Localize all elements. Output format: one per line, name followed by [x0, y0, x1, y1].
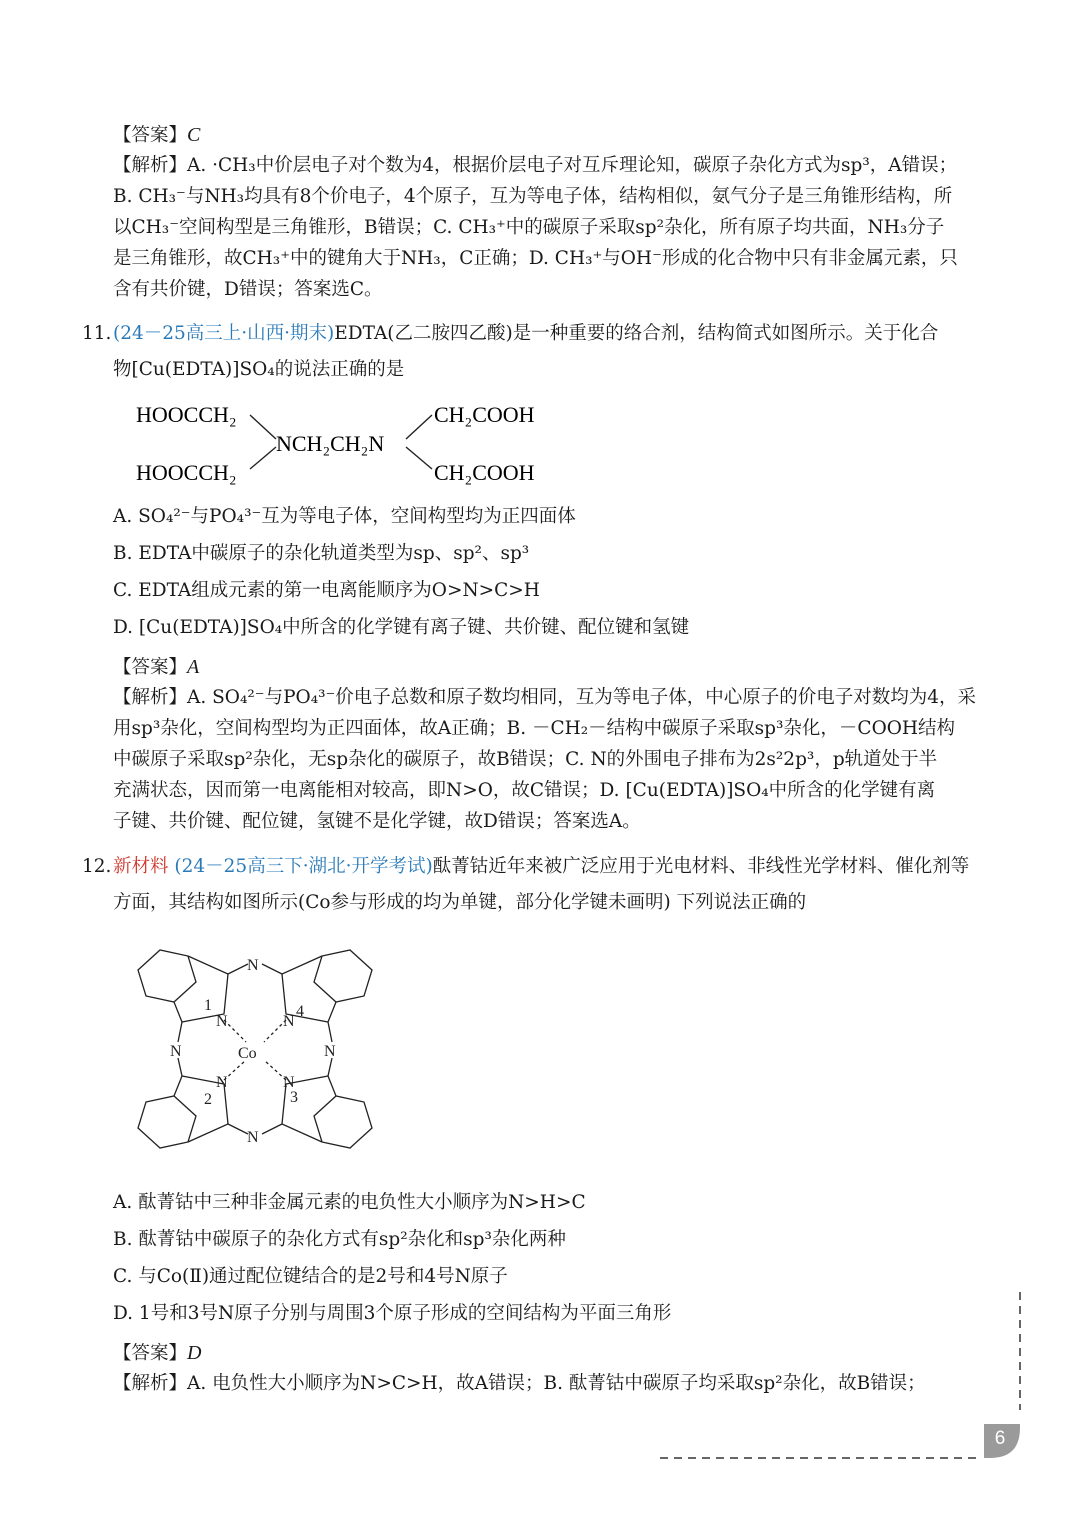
q11-number: 11. — [82, 323, 112, 344]
n4-label: 4 — [296, 1003, 304, 1020]
q11-analysis-line-5: 子键、共价键、配位键，氢键不是化学键，故D错误；答案选A。 — [113, 811, 641, 832]
q10-analysis-line-4: 是三角锥形，故CH₃⁺中的键角大于NH₃，C正确；D. CH₃⁺与OH⁻形成的化合物中只有非金属元素，只 — [113, 248, 958, 269]
q11-analysis-line-4: 充满状态，因而第一电离能相对较高，即N>O，故C错误；D. [Cu(EDTA)]SO₄中所含的化学键有离 — [113, 780, 936, 801]
q12-stem-line-2: 方面，其结构如图所示(Co参与形成的均为单键，部分化学键未画明) 下列说法正确的 — [113, 892, 807, 913]
benzene-ring — [138, 950, 196, 1002]
bond — [328, 1058, 332, 1076]
q10-analysis-line-2: B. CH₃⁻与NH₃均具有8个价电子，4个原子，互为等电子体，结构相似，氨气分子是三角锥形结构，所 — [113, 186, 953, 207]
page-corner-decoration — [640, 1290, 1040, 1470]
q11-source: (24－25高三上·山西·期末) — [113, 323, 335, 344]
q10-answer — [113, 120, 200, 151]
edta-left-bottom: HOOCCH₂ — [136, 460, 237, 485]
benzene-ring — [314, 950, 372, 1002]
cobalt-phthalocyanine-structure — [130, 930, 380, 1170]
q12-tag: 新材料 — [113, 856, 169, 877]
q12-option-d: D. 1号和3号N原子分别与周围3个原子形成的空间结构为平面三角形 — [113, 1303, 672, 1324]
edta-right-top: CH₂COOH — [434, 402, 535, 427]
bond — [406, 415, 432, 439]
n3-label: 3 — [290, 1089, 298, 1106]
q11-stem-line-1 — [113, 319, 938, 349]
bond — [178, 1022, 182, 1042]
q12-answer: 【答案】D — [113, 1342, 202, 1364]
edta-right-bottom: CH₂COOH — [434, 460, 535, 485]
bond — [228, 1124, 248, 1134]
q11-stem: EDTA(乙二胺四乙酸)是一种重要的络合剂，结构简式如图所示。关于化合 — [334, 323, 939, 344]
benzene-ring — [314, 1096, 372, 1148]
q11-option-d: D. [Cu(EDTA)]SO₄中所含的化学键有离子键、共价键、配位键和氢键 — [113, 617, 690, 638]
benzene-ring — [138, 1096, 196, 1148]
q11-option-b: B. EDTA中碳原子的杂化轨道类型为sp、sp²、sp³ — [113, 543, 530, 564]
q11-stem-line-2: 物[Cu(EDTA)]SO₄的说法正确的是 — [113, 359, 405, 380]
bond — [328, 1022, 332, 1042]
n-label: N — [216, 1013, 228, 1030]
q12-stem-line-1: 新材料 (24－25高三下·湖北·开学考试)酞菁钴近年来被广泛应用于光电材料、非线性光学材料、催化剂等 — [113, 856, 970, 877]
analysis-label: 【解析】 — [113, 155, 188, 176]
q11-analysis-line-1: 【解析】A. SO₄²⁻与PO₄³⁻价电子总数和原子数均相同，互为等电子体，中心原子的价电子对数均为4，采 — [113, 687, 977, 708]
q11-analysis-line-2: 用sp³杂化，空间构型均为正四面体，故A正确；B. －CH₂－结构中碳原子采取sp³杂化，－COOH结构 — [113, 718, 956, 739]
bond — [262, 1124, 282, 1134]
q12-analysis-line-1: 【解析】A. 电负性大小顺序为N>C>H，故A错误；B. 酞菁钴中碳原子均采取sp²杂化，故B错误； — [113, 1373, 926, 1394]
edta-center: NCH₂CH₂N — [276, 431, 385, 456]
q12-option-c: C. 与Co(Ⅱ)通过配位键结合的是2号和4号N原子 — [113, 1266, 508, 1287]
bond — [250, 415, 276, 439]
q12-number: 12. — [82, 856, 112, 877]
n-label: N — [283, 1013, 295, 1030]
bond — [262, 964, 282, 974]
answer-value: C — [187, 124, 201, 146]
bond — [406, 447, 432, 469]
page-number: 6 — [994, 1428, 1006, 1449]
bond — [228, 964, 248, 974]
edta-structure — [130, 395, 570, 495]
n-label: N — [247, 1129, 259, 1146]
q12-source: (24－25高三下·湖北·开学考试) — [174, 856, 433, 877]
q10-analysis-line-5: 含有共价键，D错误；答案选C。 — [113, 279, 383, 300]
answer-label: 【答案】 — [113, 125, 188, 146]
q10-analysis-line-3: 以CH₃⁻空间构型是三角锥形，B错误；C. CH₃⁺中的碳原子采取sp²杂化，所有原子均共面，NH₃分子 — [113, 217, 945, 238]
q11-answer: 【答案】A — [113, 656, 200, 678]
co-label: Co — [238, 1045, 257, 1062]
edta-left-top: HOOCCH₂ — [136, 402, 237, 427]
q12-option-a: A. 酞菁钴中三种非金属元素的电负性大小顺序为N>H>C — [113, 1192, 586, 1213]
q10-analysis-line-1: 【解析】A. ·CH₃中价层电子对个数为4，根据价层电子对互斥理论知，碳原子杂化方式为sp³，A错误； — [113, 155, 958, 176]
n-label: N — [247, 957, 259, 974]
n1-label: 1 — [204, 997, 212, 1014]
n2-label: 2 — [204, 1091, 212, 1108]
q11-analysis-line-3: 中碳原子采取sp²杂化，无sp杂化的碳原子，故B错误；C. N的外围电子排布为2s²2p³，p轨道处于半 — [113, 749, 938, 770]
bond — [250, 447, 276, 469]
q12-option-b: B. 酞菁钴中碳原子的杂化方式有sp²杂化和sp³杂化两种 — [113, 1229, 566, 1250]
q11-option-c: C. EDTA组成元素的第一电离能顺序为O>N>C>H — [113, 580, 540, 601]
n-label: N — [216, 1074, 228, 1091]
q11-option-a: A. SO₄²⁻与PO₄³⁻互为等电子体，空间构型均为正四面体 — [113, 506, 576, 527]
n-label: N — [170, 1043, 182, 1060]
n-label: N — [283, 1074, 295, 1091]
n-label: N — [324, 1043, 336, 1060]
bond — [178, 1058, 182, 1076]
